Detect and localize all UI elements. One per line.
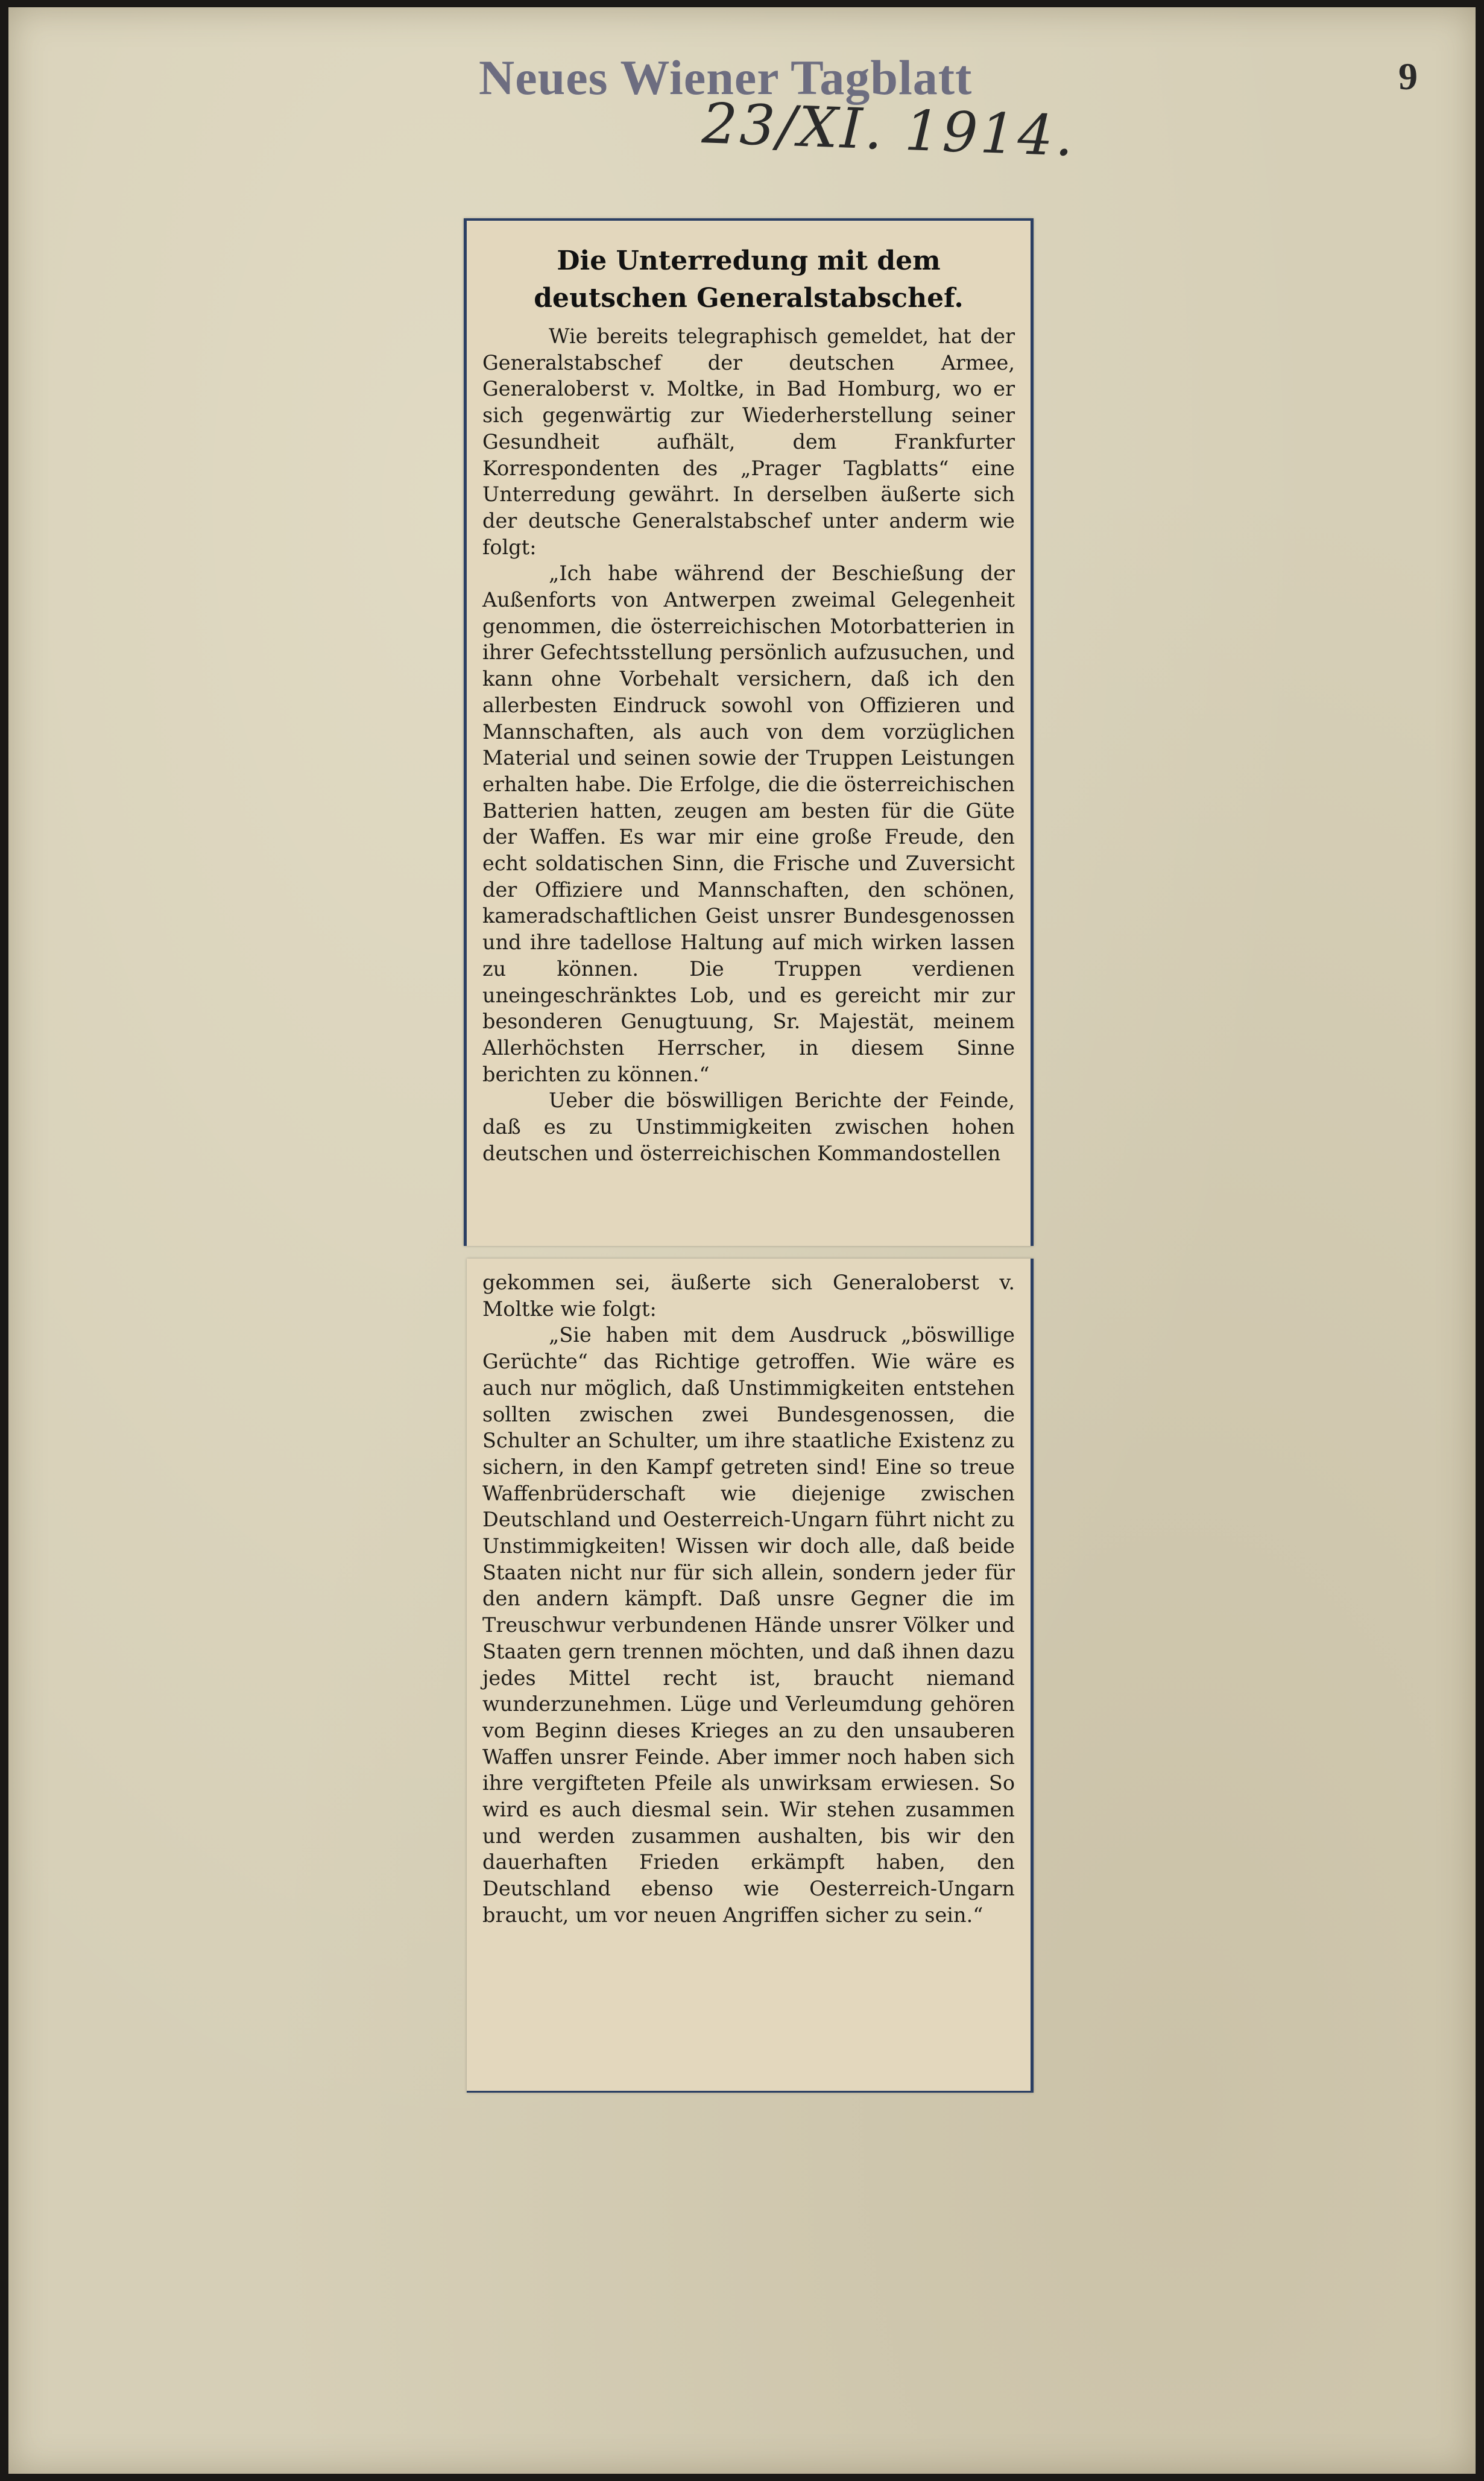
article-column-1 xyxy=(482,323,1015,1167)
paragraph-quote-1: „Ich habe während der Beschießung der Außenforts von Antwerpen zweimal Gelegenheit genommen, die österreichischen Motorbatterien in ihrer Gefechtsstellung persönlich aufzusuchen, und kann ohne Vorbehalt versichern, daß ich den allerbesten Eindruck sowohl von Offizieren und Mannschaften, als auch von dem vorzüglichen Material und seinen sowie der Truppen Leistungen erhalten habe. Die Erfolge, die die österreichischen Batterien hatten, zeugen am besten für die Güte der Waffen. Es war mir eine große Freude, den echt soldatischen Sinn, die Frische und Zuversicht der Offiziere und Mannschaften, den schönen, kameradschaftlichen Geist unsrer Bundesgenossen und ihre tadellose Haltung auf mich wirken lassen zu können. Die Truppen verdienen uneingeschränktes Lob, und es gereicht mir zur besonderen Genugtuung, Sr. Majestät, meinem Allerhöchsten Herrscher, in diesem Sinne berichten zu können.“ xyxy=(482,561,1015,1086)
clipping-part-1 xyxy=(464,218,1034,1246)
page-number: 9 xyxy=(1398,55,1418,98)
newspaper-stamp: Neues Wiener Tagblatt xyxy=(479,50,973,105)
paragraph-rumors: Ueber die böswilligen Berichte der Feinde, daß es zu Unstimmigkeiten zwischen hohen deutschen und österreichischen Kommandostellen xyxy=(482,1089,1015,1165)
handwritten-date: 23/XI. 1914. xyxy=(701,91,1077,169)
paragraph-continuation: gekommen sei, äußerte sich Generaloberst v. Moltke wie folgt: xyxy=(482,1271,1015,1321)
article-headline: Die Unterredung mit dem deutschen Generalstabschef. xyxy=(534,245,964,314)
article-column-2 xyxy=(482,1269,1015,1929)
paragraph-intro: Wie bereits telegraphisch gemeldet, hat der Generalstabschef der deutschen Armee, Generaloberst v. Moltke, in Bad Homburg, wo er sich gegenwärtig zur Wiederherstellung seiner Gesundheit aufhält, dem Frankfurter Korrespondenten des „Prager Tagblatts“ eine Unterredung gewährt. In derselben äußerte sich der deutsche Generalstabschef unter anderm wie folgt: xyxy=(482,324,1015,559)
archive-sheet xyxy=(8,7,1476,2474)
paragraph-quote-2: „Sie haben mit dem Ausdruck „böswillige Gerüchte“ das Richtige getroffen. Wie wäre es auch nur möglich, daß Unstimmigkeiten entstehen sollten zwischen zwei Bundesgenossen, die Schulter an Schulter, um ihre staatliche Existenz zu sichern, in den Kampf getreten sind! Eine so treue Waffenbrüderschaft wie diejenige zwischen Deutschland und Oesterreich-Ungarn führt nicht zu Unstimmigkeiten! Wissen wir doch alle, daß beide Staaten nicht nur für sich allein, sondern jeder für den andern kämpft. Daß unsre Gegner die im Treuschwur verbundenen Hände unsrer Völker und Staaten gern trennen möchten, und daß ihnen dazu jedes Mittel recht ist, braucht niemand wunderzunehmen. Lüge und Verleumdung gehören vom Beginn dieses Krieges an zu den unsauberen Waffen unsrer Feinde. Aber immer noch haben sich ihre vergifteten Pfeile als unwirksam erwiesen. So wird es auch diesmal sein. Wir stehen zusammen und werden zusammen aushalten, bis wir den dauerhaften Frieden erkämpft haben, den Deutschland ebenso wie Oesterreich-Ungarn braucht, um vor neuen Angriffen sicher zu sein.“ xyxy=(482,1323,1015,1927)
clipping-part-2 xyxy=(467,1259,1034,2093)
